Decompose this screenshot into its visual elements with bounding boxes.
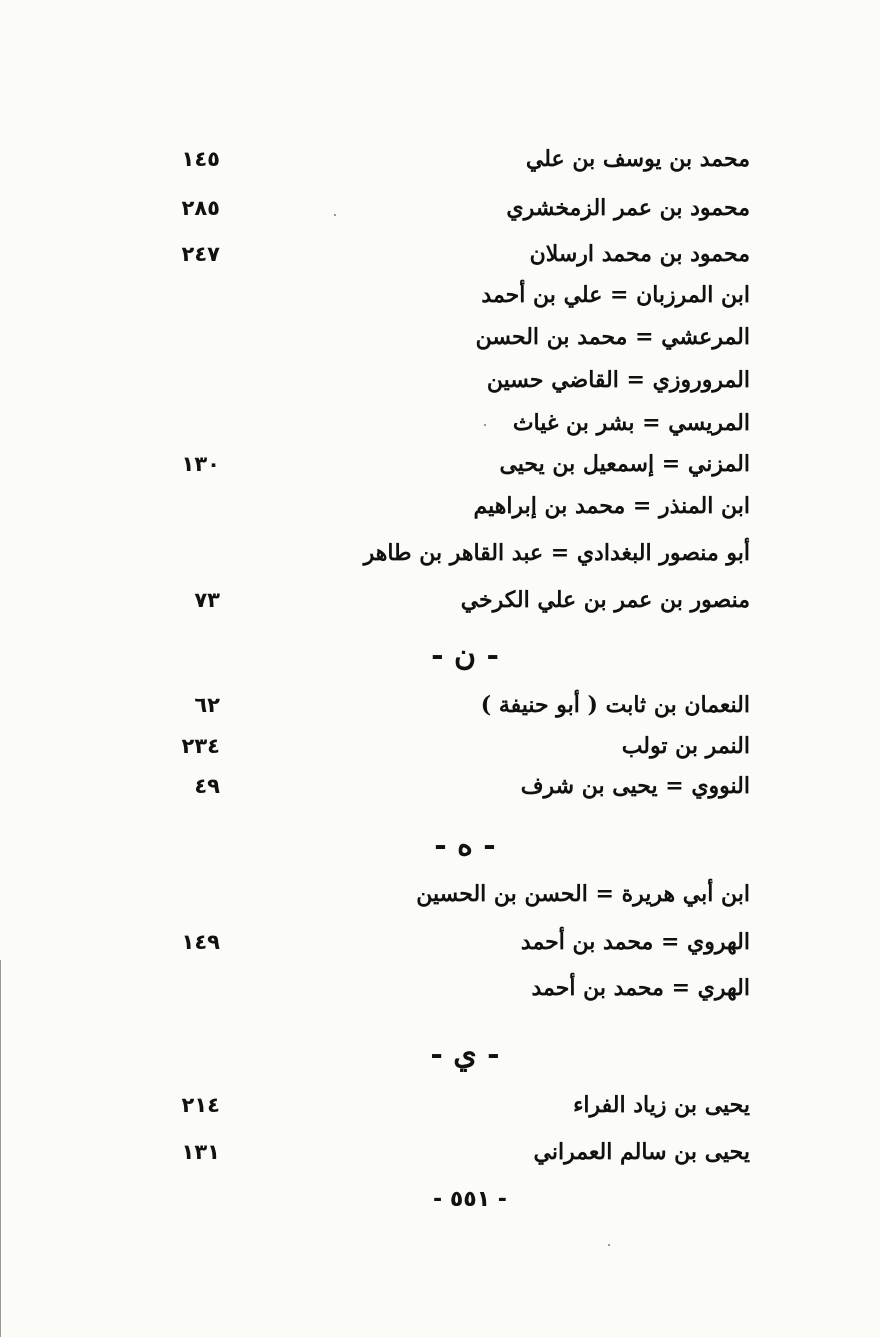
entry-name: محمد بن يوسف بن علي bbox=[525, 146, 750, 172]
index-entry bbox=[0, 1132, 880, 1172]
entry-name: أبو منصور البغدادي = عبد القاهر بن طاهر bbox=[363, 540, 750, 566]
index-entry bbox=[0, 188, 880, 228]
entry-name: المزني = إسمعيل بن يحيى bbox=[499, 451, 750, 477]
entry-name: محمود بن محمد ارسلان bbox=[529, 241, 750, 267]
entry-name: الهروي = محمد بن أحمد bbox=[520, 929, 750, 955]
entry-name: ابن المرزبان = علي بن أحمد bbox=[481, 282, 750, 308]
index-entry bbox=[0, 1085, 880, 1125]
entry-page-number: ٧٣ bbox=[194, 588, 220, 612]
index-entry bbox=[0, 234, 880, 274]
entry-page-number: ٢٣٤ bbox=[181, 734, 220, 758]
entry-page-number: ٢٤٧ bbox=[181, 242, 220, 266]
index-entry bbox=[0, 486, 880, 526]
entry-name: النمر بن تولب bbox=[621, 733, 750, 759]
entry-name: النعمان بن ثابت ( أبو حنيفة ) bbox=[480, 692, 750, 718]
section-letter-heading: - ه - bbox=[434, 828, 496, 863]
entry-name: منصور بن عمر بن علي الكرخي bbox=[460, 587, 750, 613]
index-entry bbox=[0, 968, 880, 1008]
entry-name: ابن أبي هريرة = الحسن بن الحسين bbox=[416, 881, 750, 907]
section-letter-heading: - ن - bbox=[431, 638, 499, 673]
index-entry bbox=[0, 360, 880, 400]
scan-speck bbox=[334, 214, 336, 216]
entry-name: الهري = محمد بن أحمد bbox=[531, 975, 750, 1001]
index-entry bbox=[0, 874, 880, 914]
scan-edge-line bbox=[0, 960, 1, 1337]
index-entry bbox=[0, 726, 880, 766]
entry-page-number: ١٣٠ bbox=[181, 452, 220, 476]
index-entry bbox=[0, 317, 880, 357]
index-entry bbox=[0, 444, 880, 484]
entry-name: محمود بن عمر الزمخشري bbox=[506, 195, 750, 221]
entry-page-number: ٢١٤ bbox=[181, 1093, 220, 1117]
index-entry bbox=[0, 922, 880, 962]
scan-speck bbox=[484, 424, 486, 426]
entry-name: يحيى بن سالم العمراني bbox=[533, 1139, 750, 1165]
entry-name: النووي = يحيى بن شرف bbox=[520, 773, 750, 799]
index-entry bbox=[0, 580, 880, 620]
entry-name: ابن المنذر = محمد بن إبراهيم bbox=[473, 493, 750, 519]
entry-page-number: ٢٨٥ bbox=[181, 196, 220, 220]
entry-name: المرعشي = محمد بن الحسن bbox=[475, 324, 750, 350]
section-letter-heading: - ي - bbox=[430, 1037, 500, 1072]
index-entry bbox=[0, 766, 880, 806]
entry-page-number: ٤٩ bbox=[194, 774, 220, 798]
scan-speck bbox=[608, 1244, 610, 1246]
index-entry bbox=[0, 403, 880, 443]
page-number: - ٥٥١ - bbox=[433, 1187, 507, 1212]
index-entry bbox=[0, 275, 880, 315]
entry-page-number: ١٣١ bbox=[181, 1140, 220, 1164]
entry-name: المروروزي = القاضي حسين bbox=[486, 367, 750, 393]
entry-page-number: ١٤٩ bbox=[181, 930, 220, 954]
entry-page-number: ١٤٥ bbox=[181, 147, 220, 171]
index-entry bbox=[0, 685, 880, 725]
entry-name: يحيى بن زياد الفراء bbox=[573, 1092, 750, 1118]
index-entry bbox=[0, 139, 880, 179]
entry-page-number: ٦٢ bbox=[194, 693, 220, 717]
entry-name: المريسي = بشر بن غياث bbox=[512, 410, 750, 436]
index-entry bbox=[0, 533, 880, 573]
